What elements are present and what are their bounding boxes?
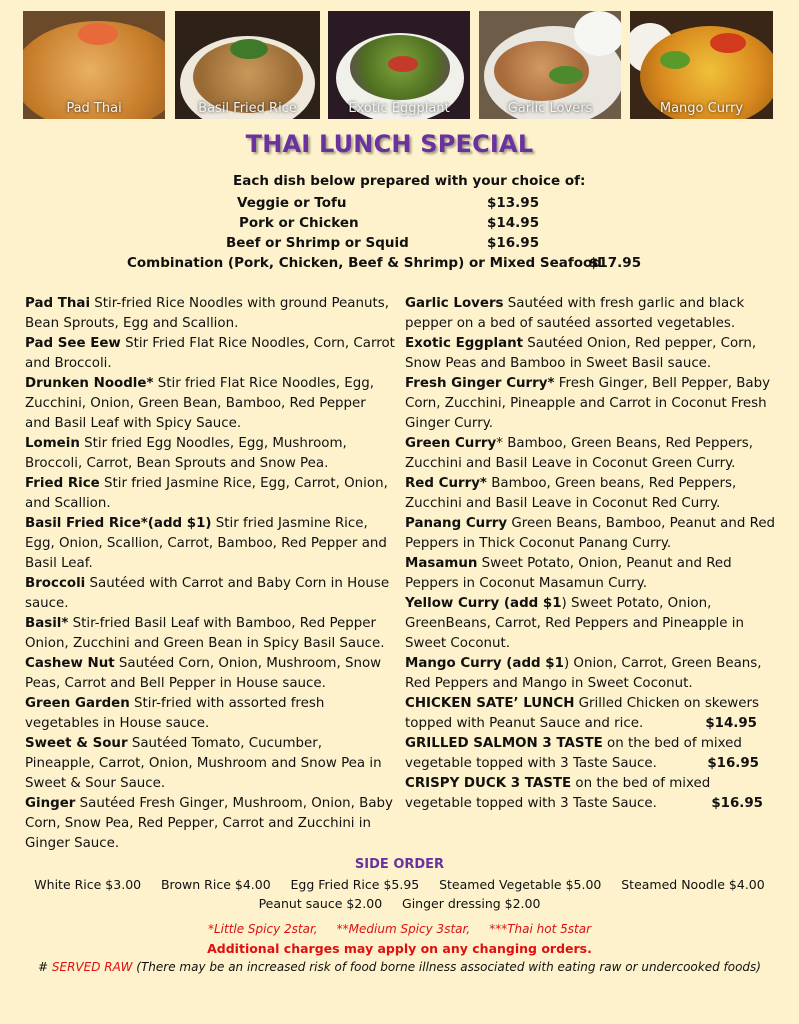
side-order-title: SIDE ORDER [354,857,445,872]
choice-label: Combination (Pork, Chicken, Beef & Shrimp) or Mixed Seafood [127,255,602,271]
item-desc: Sautéed with Carrot and Baby Corn in House sauce. [25,576,390,611]
menu-item [405,594,777,654]
menu-left-column [25,294,395,854]
menu-item [405,294,777,334]
menu-item [25,574,395,614]
item-desc: Stir-fried Rice Noodles with ground Peanuts, Bean Sprouts, Egg and Scallion. [25,296,389,331]
photo-garlic-lovers [479,11,621,119]
photo-strip [0,11,799,119]
item-name: Red Curry* [405,476,487,491]
item-desc: Sautéed Fresh Ginger, Mushroom, Onion, Baby Corn, Snow Pea, Red Pepper, Carrot and Zucchini in Ginger Sauce. [25,796,393,851]
photo-caption: Exotic Eggplant [348,101,450,116]
item-name: Fried Rice [25,476,100,491]
photo-caption: Garlic Lovers [507,101,593,116]
item-desc: ) Sweet Potato, Onion, GreenBeans, Carrot, Red Peppers and Pineapple in Sweet Coconut. [405,596,744,651]
item-desc: Grilled Chicken on skewers topped with Peanut Sauce and rice. [405,696,759,731]
menu-item [25,434,395,474]
item-name: Pad Thai [25,296,91,311]
item-name: Pad See Eew [25,336,121,351]
item-desc: Stir fried Jasmine Rice, Egg, Carrot, Onion, and Scallion. [25,476,388,511]
item-price: $16.95 [707,756,759,771]
item-desc: on the bed of mixed vegetable topped with 3 Taste Sauce. [405,776,711,811]
menu-item [405,514,777,554]
menu-item [405,554,777,594]
item-name: Basil* [25,616,69,631]
item-name: Exotic Eggplant [405,336,524,351]
item-name: Lomein [25,436,80,451]
item-name: Green Garden [25,696,130,711]
choice-price: $14.95 [487,215,540,231]
choice-price: $13.95 [487,195,540,211]
menu-item [405,654,777,694]
page-title: THAI LUNCH SPECIAL [245,130,534,158]
item-desc: on the bed of mixed vegetable topped with 3 Taste Sauce. [405,736,742,771]
item-name: Panang Curry [405,516,508,531]
menu-item [405,374,777,434]
charges-note: Additional charges may apply on any changing orders. [207,941,592,956]
photo-basil-fried-rice [175,11,320,119]
item-name: Sweet & Sour [25,736,128,751]
item-name: Cashew Nut [25,656,115,671]
photo-caption: Pad Thai [66,101,122,116]
photo-mango-curry [630,11,773,119]
menu-item [25,294,395,334]
menu-item [25,474,395,514]
photo-caption: Mango Curry [659,101,744,116]
menu-item [405,694,777,734]
raw-text: (There may be an increased risk of food borne illness associated with eating raw or undercooked foods) [132,960,761,974]
item-desc: Stir-fried with assorted fresh vegetables in House sauce. [25,696,325,731]
choice-price: $16.95 [487,235,540,251]
item-name: Ginger [25,796,76,811]
menu-item [25,694,395,734]
item-name: GRILLED SALMON 3 TASTE [405,736,603,751]
choice-label: Pork or Chicken [239,215,359,231]
menu-item [25,374,395,434]
menu-item [405,474,777,514]
item-desc: Stir-fried Basil Leaf with Bamboo, Red Pepper Onion, Zucchini and Green Bean in Spicy Basil Sauce. [25,616,385,651]
item-desc: Stir fried Jasmine Rice, Egg, Onion, Scallion, Carrot, Bamboo, Red Pepper and Basil Leaf. [25,516,387,571]
item-name: Masamun [405,556,478,571]
item-price: $14.95 [705,716,757,731]
item-desc: Green Beans, Bamboo, Peanut and Red Peppers in Thick Coconut Panang Curry. [405,516,776,551]
raw-label: SERVED RAW [51,960,133,974]
menu-item [25,614,395,654]
menu-item [25,514,395,574]
choice-price: $17.95 [589,255,642,271]
item-name: Yellow Curry (add $1 [405,596,562,611]
item-desc: Stir Fried Flat Rice Noodles, Corn, Carrot and Broccoli. [25,336,395,371]
item-desc: Stir fried Egg Noodles, Egg, Mushroom, Broccoli, Carrot, Bean Sprouts and Snow Pea. [25,436,347,471]
item-name: Basil Fried Rice*(add $1) [25,516,212,531]
item-desc: Sweet Potato, Onion, Peanut and Red Peppers in Coconut Masamun Curry. [405,556,732,591]
item-name: Mango Curry (add $1 [405,656,564,671]
menu-item [25,794,395,854]
spicy-legend: *Little Spicy 2star, **Medium Spicy 3star, ***Thai hot 5star [207,922,592,936]
photo-pad-thai [23,11,165,119]
raw-prefix: # [38,960,52,974]
menu-item [405,334,777,374]
item-desc: Bamboo, Green beans, Red Peppers, Zucchini and Basil Leave in Coconut Red Curry. [405,476,737,511]
menu-item [25,734,395,794]
item-name: Broccoli [25,576,86,591]
item-name: Green Curry [405,436,497,451]
choice-label: Beef or Shrimp or Squid [226,235,409,251]
item-price: $16.95 [711,796,763,811]
choice-label: Veggie or Tofu [237,195,347,211]
photo-caption: Basil Fried Rice [198,101,297,116]
side-order-row: Peanut sauce $2.00 Ginger dressing $2.00 [258,896,541,911]
choice-intro: Each dish below prepared with your choice of: [233,173,586,189]
menu-item [405,434,777,474]
menu-right-column [405,294,777,814]
item-desc: ) Onion, Carrot, Green Beans, Red Peppers and Mango in Sweet Coconut. [405,656,762,691]
item-desc: Sautéed with fresh garlic and black pepper on a bed of sautéed assorted vegetables. [405,296,745,331]
item-desc: * Bamboo, Green Beans, Red Peppers, Zucchini and Basil Leave in Coconut Green Curry. [405,436,753,471]
item-name: Garlic Lovers [405,296,504,311]
item-desc: Stir fried Flat Rice Noodles, Egg, Zucchini, Onion, Green Bean, Bamboo, Red Pepper and Basil Leaf with Spicy Sauce. [25,376,374,431]
item-desc: Sautéed Onion, Red pepper, Corn, Snow Peas and Bamboo in Sweet Basil sauce. [405,336,757,371]
photo-exotic-eggplant [328,11,470,119]
raw-warning [0,960,799,974]
menu-item [25,654,395,694]
item-desc: Sautéed Tomato, Cucumber, Pineapple, Carrot, Onion, Mushroom and Snow Pea in Sweet & Sour Sauce. [25,736,382,791]
menu-item [405,774,777,814]
item-desc: Fresh Ginger, Bell Pepper, Baby Corn, Zucchini, Pineapple and Carrot in Coconut Fresh Ginger Curry. [405,376,771,431]
item-name: Fresh Ginger Curry* [405,376,555,391]
item-name: CHICKEN SATE’ LUNCH [405,696,575,711]
menu-item [405,734,777,774]
item-name: CRISPY DUCK 3 TASTE [405,776,572,791]
side-order-row: White Rice $3.00 Brown Rice $4.00 Egg Fried Rice $5.95 Steamed Vegetable $5.00 Steamed Noodle $4.00 [34,877,765,892]
item-desc: Sautéed Corn, Onion, Mushroom, Snow Peas, Carrot and Bell Pepper in House sauce. [25,656,382,691]
menu-item [25,334,395,374]
item-name: Drunken Noodle* [25,376,154,391]
